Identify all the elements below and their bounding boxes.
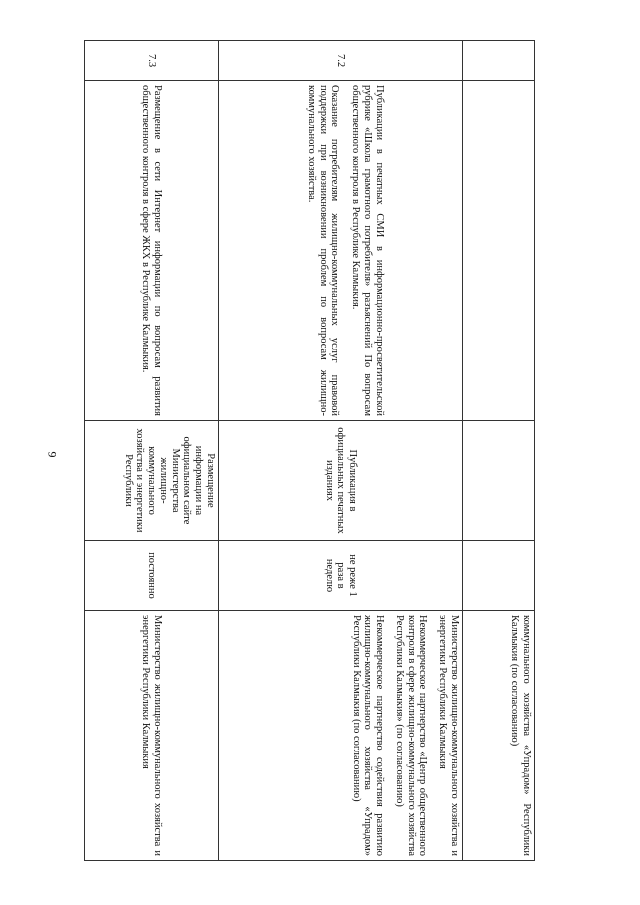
page-number: 9 bbox=[45, 451, 60, 458]
executor-paragraph: Некоммерческое партнерство «Центр общественного контроля в сфере жилищно-коммунального хозяйства Республики Калмыкия» (по согласованию) bbox=[394, 615, 429, 856]
executor-paragraph: Некоммерческое партнерство содействия развитию жилищно-коммунального хозяйства «Упрадом» Республики Калмыкия (по согласованию) bbox=[350, 615, 386, 856]
cell-executors bbox=[219, 611, 463, 861]
cell-executor: Министерство жилищно-коммунального хозяйства и энергетики Республики Калмыкия bbox=[85, 611, 219, 861]
cell-content bbox=[219, 81, 463, 421]
executor-paragraph: Министерство жилищно-коммунального хозяйства и энергетики Республики Калмыкия bbox=[437, 615, 460, 856]
cell-frequency: не реже 1 раза в неделю bbox=[219, 541, 463, 611]
plan-table bbox=[84, 40, 535, 861]
table-row-7-3 bbox=[85, 41, 219, 861]
table-row-continued bbox=[463, 41, 535, 861]
cell-num: 7.2 bbox=[219, 41, 463, 81]
cell-form-empty bbox=[463, 421, 535, 541]
cell-num: 7.3 bbox=[85, 41, 219, 81]
content-paragraph: Оказание потребителям жилищно-коммунальных услуг правовой поддержки при возникновении проблем по вопросам жилищно-коммунального хозяйства. bbox=[306, 85, 341, 416]
cell-frequency-empty bbox=[463, 541, 535, 611]
cell-num-empty bbox=[463, 41, 535, 81]
cell-form: Размещение информации на официальном сайте Министерства жилищно-коммунального хозяйства и энергетики Республики bbox=[85, 421, 219, 541]
cell-content-empty bbox=[463, 81, 535, 421]
cell-content: Размещение в сети Интернет информации по вопросам развития общественного контроля в сфере ЖКХ в Республике Калмыкия. bbox=[85, 81, 219, 421]
cell-executor-continued: коммунального хозяйства «Упрадом» Республики Калмыкия (по согласованию) bbox=[463, 611, 535, 861]
content-paragraph: Публикации в печатных СМИ в информационно-просветительской рубрике «Школа грамотного потребителя» разъяснений По вопросам общественного контроля в Республике Калмыкия. bbox=[350, 85, 385, 416]
rotated-table-wrapper bbox=[85, 40, 535, 860]
cell-frequency: постоянно bbox=[85, 541, 219, 611]
table-row-7-2 bbox=[219, 41, 463, 861]
cell-form: Публикация в официальных печатных изданиях bbox=[219, 421, 463, 541]
